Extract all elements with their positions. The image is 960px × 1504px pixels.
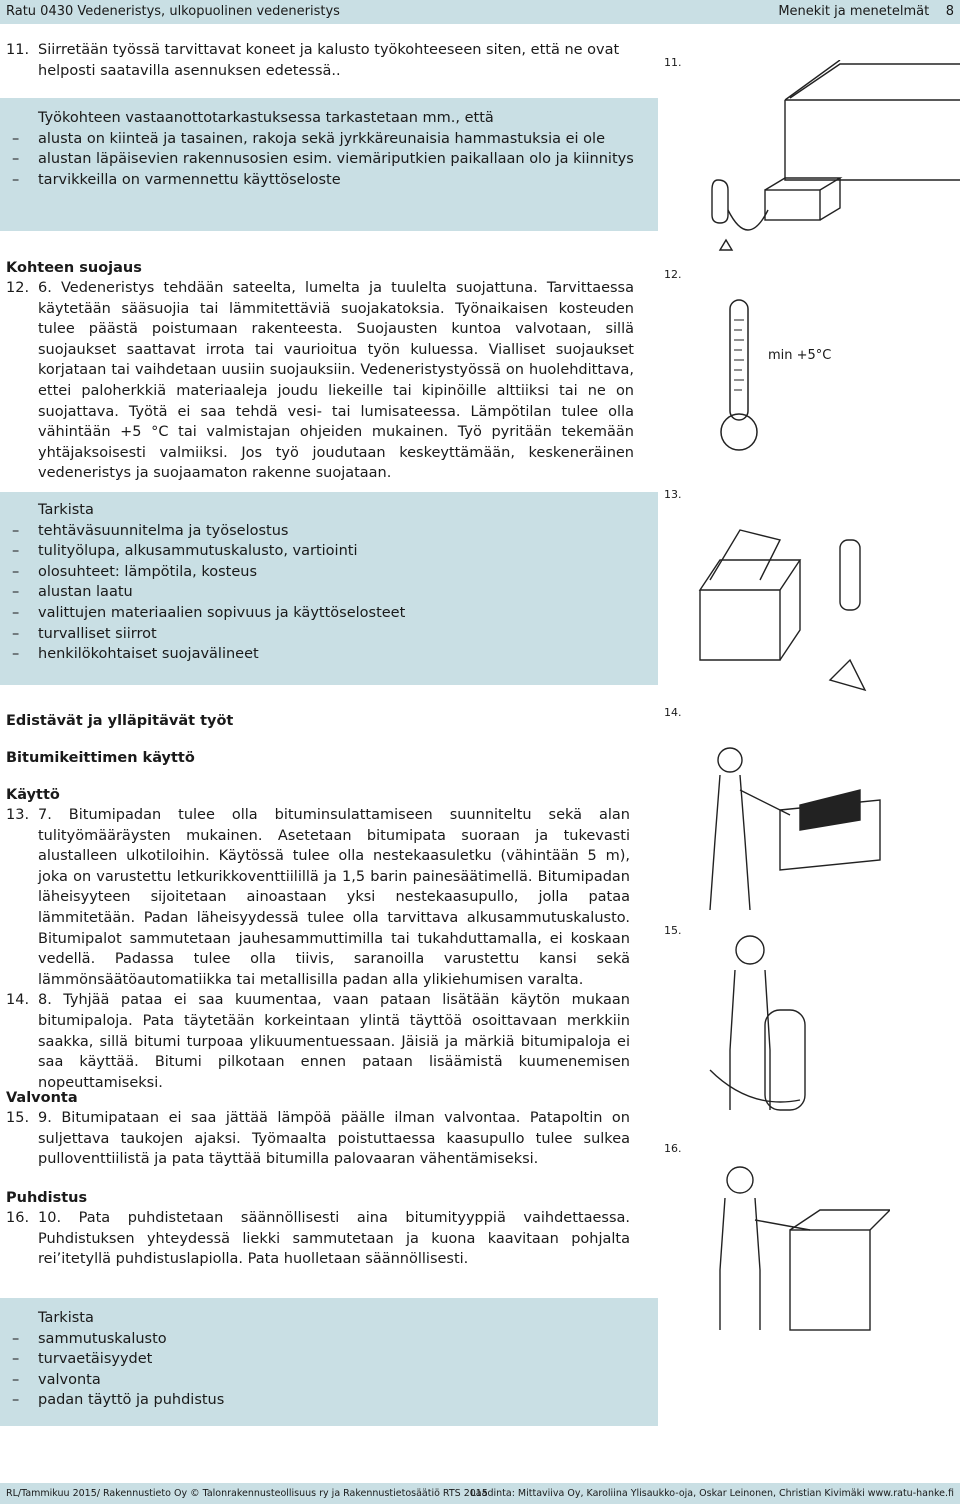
- intro-text: Siirretään työssä tarvittavat koneet ja kalusto työkohteeseen siten, että ne ovat helposti saatavilla asennuksen edetessä..: [38, 42, 620, 79]
- usage-text-13: 7. Bitumipadan tulee olla bituminsulattamiseen suunniteltu sekä alan tulityömääräysten mukainen. Asetetaan bitumipata suoraan ja tukevasti alustalleen ulkotiloihin. Käytössä tulee olla nestekaasuletku (vähintään 5 m), joka on varustettu letkurikkoventtiilillä ja 1,5 barin painesäätimellä. Bitumipadan läheisyyteen sijoitetaan ainoastaan yksi nestekaasupullo, jolla pataa lämmitetään. Padan läheisyydessä tulee olla tarvittava alkusammutuskalusto. Bitumipalot sammutetaan jauhesammuttimilla tai tukahduttamalla, ei koskaan vedellä. Padassa tulee olla tiivis, saranoilla varustettu kansi sekä lämmönsäätöautomatiikka tai metallisilla padan alla ylikiehumisen varalta.: [38, 807, 630, 988]
- final-checklist-box: [0, 1298, 658, 1426]
- related-work-heading: Edistävät ja ylläpitävät työt: [6, 713, 234, 729]
- checklist-item: – tehtäväsuunnitelma ja työselostus: [0, 521, 658, 542]
- checklist-item: – tulityölupa, alkusammutuskalusto, vartiointi: [0, 541, 658, 562]
- supervision-text: 9. Bitumipataan ei saa jättää lämpöä päälle ilman valvontaa. Patapoltin on suljettava taukojen ajaksi. Työmaalta poistuttaessa kaasupullo tulee sulkea pulloventtiilistä ja pata täyttää bitumilla palovaaran vähentämiseksi.: [38, 1110, 630, 1168]
- checklist-box: [0, 492, 658, 685]
- inspection-item: – alusta on kiinteä ja tasainen, rakoja sekä jyrkkäreunaisia hammastuksia ei ole: [0, 129, 640, 150]
- intro-paragraph: [6, 40, 646, 81]
- cleaning-section: [6, 1188, 630, 1270]
- figure-14-illustration: [690, 730, 890, 915]
- checklist-item: – turvalliset siirrot: [0, 624, 658, 645]
- final-checklist-item: – padan täyttö ja puhdistus: [0, 1390, 658, 1411]
- protection-heading: Kohteen suojaus: [6, 260, 142, 276]
- checklist-item: – alustan laatu: [0, 582, 658, 603]
- usage-number-13: 13.: [6, 807, 30, 823]
- cleaning-number: 16.: [6, 1210, 30, 1226]
- figure-16-illustration: [690, 1150, 890, 1340]
- figure-11-label: 11.: [664, 56, 682, 69]
- footer-copyright: RL/Tammikuu 2015/ Rakennustieto Oy © Talonrakennusteollisuus ry ja Rakennustietosäätiö RTS 2015: [6, 1488, 488, 1499]
- inspection-item: – tarvikkeilla on varmennettu käyttöseloste: [0, 170, 640, 191]
- figure-12-label: 12.: [664, 268, 682, 281]
- footer-credits: Laadinta: Mittaviiva Oy, Karoliina Ylisaukko-oja, Oskar Leinonen, Christian Kivimäki www.ratu-hanke.fi: [470, 1488, 954, 1499]
- inspection-item: – alustan läpäisevien rakennusosien esim. viemäriputkien paikallaan olo ja kiinnitys: [0, 149, 640, 170]
- cleaning-text: 10. Pata puhdistetaan säännöllisesti aina bitumityyppiä vaihdettaessa. Puhdistuksen yhteydessä liekki sammutetaan ja kuona kaavitaan pohjalta rei’itetyllä puhdistuslapiolla. Pata huolletaan säännöllisesti.: [38, 1210, 630, 1268]
- figure-15-illustration: [690, 920, 890, 1120]
- figure-11-illustration: [690, 60, 960, 260]
- final-checklist-item: – turvaetäisyydet: [0, 1349, 658, 1370]
- page-header: [0, 0, 960, 24]
- usage-text-14: 8. Tyhjää pataa ei saa kuumentaa, vaan pataan lisätään käytön mukaan bitumipaloja. Pata täytetään korkeintaan ylintä täyttöä osoittavaan merkkiin saakka, sillä bitumi turpoaa ylikuumentuessaan. Jäisiä ja märkiä bitumipaloja ei saa käyttää. Bitumi pilkotaan ennen pataan lisäämistä kuumenemisen nopeuttamiseksi.: [38, 992, 630, 1091]
- protection-number: 12.: [6, 280, 30, 296]
- checklist-lead: Tarkista: [38, 502, 94, 518]
- figure-13-illustration: [690, 500, 890, 710]
- protection-section: [6, 258, 634, 484]
- inspection-lead: Työkohteen vastaanottotarkastuksessa tarkastetaan mm., että: [38, 110, 494, 126]
- checklist-item: – olosuhteet: lämpötila, kosteus: [0, 562, 658, 583]
- page-footer: [0, 1483, 960, 1504]
- figure-13-label: 13.: [664, 488, 682, 501]
- protection-text: 6. Vedeneristys tehdään sateelta, lumelta ja tuulelta suojattuna. Tarvittaessa käytetään sääsuojia tai lämmitettäviä suojakatoksia. Työnaikaisen kosteuden tulee päästä poistumaan rakenteesta. Suojausten kuntoa valvotaan, sillä suojaukset saattavat irrota tai vaurioitua työn kuluessa. Vialliset suojaukset korjataan tai vaihdetaan uusiin suojauksiin. Vedeneristystyössä on huolehdittava, ettei paloherkkiä materiaaleja joudu liekeille tai kipinöille alttiiksi tai ne on suojattava. Työtä ei saa tehdä vesi- tai lumisateessa. Lämpötilan tulee olla vähintään +5 °C tai valmistajan ohjeiden mukainen. Työ pyritään tekemään yhtäjaksoisesti valmiiksi. Jos työ joudutaan keskeyttämään, keskeneräinen vedeneristys ja suojaamaton rakenne suojataan.: [38, 280, 634, 482]
- page-number: 8: [945, 4, 954, 19]
- kettle-use-heading: Bitumikeittimen käyttö: [6, 750, 195, 766]
- document-title: Ratu 0430 Vedeneristys, ulkopuolinen vedeneristys: [6, 4, 340, 19]
- intro-number: 11.: [6, 42, 30, 58]
- supervision-heading: Valvonta: [6, 1090, 78, 1106]
- final-checklist-lead: Tarkista: [38, 1310, 94, 1326]
- inspection-box: [0, 98, 658, 231]
- checklist-item: – valittujen materiaalien sopivuus ja käyttöselosteet: [0, 603, 658, 624]
- final-checklist-item: – valvonta: [0, 1370, 658, 1391]
- usage-section: [6, 785, 630, 1093]
- final-checklist-item: – sammutuskalusto: [0, 1329, 658, 1350]
- thermometer-icon: [710, 290, 840, 475]
- cleaning-heading: Puhdistus: [6, 1190, 88, 1206]
- min-temperature-label: min +5°C: [768, 348, 832, 363]
- supervision-number: 15.: [6, 1110, 30, 1126]
- checklist-item: – henkilökohtaiset suojavälineet: [0, 644, 658, 665]
- usage-heading: Käyttö: [6, 787, 60, 803]
- figure-14-label: 14.: [664, 706, 682, 719]
- section-title: Menekit ja menetelmät 8: [778, 4, 954, 19]
- usage-number-14: 14.: [6, 992, 30, 1009]
- supervision-section: [6, 1088, 630, 1170]
- figure-16-label: 16.: [664, 1142, 682, 1155]
- figure-15-label: 15.: [664, 924, 682, 937]
